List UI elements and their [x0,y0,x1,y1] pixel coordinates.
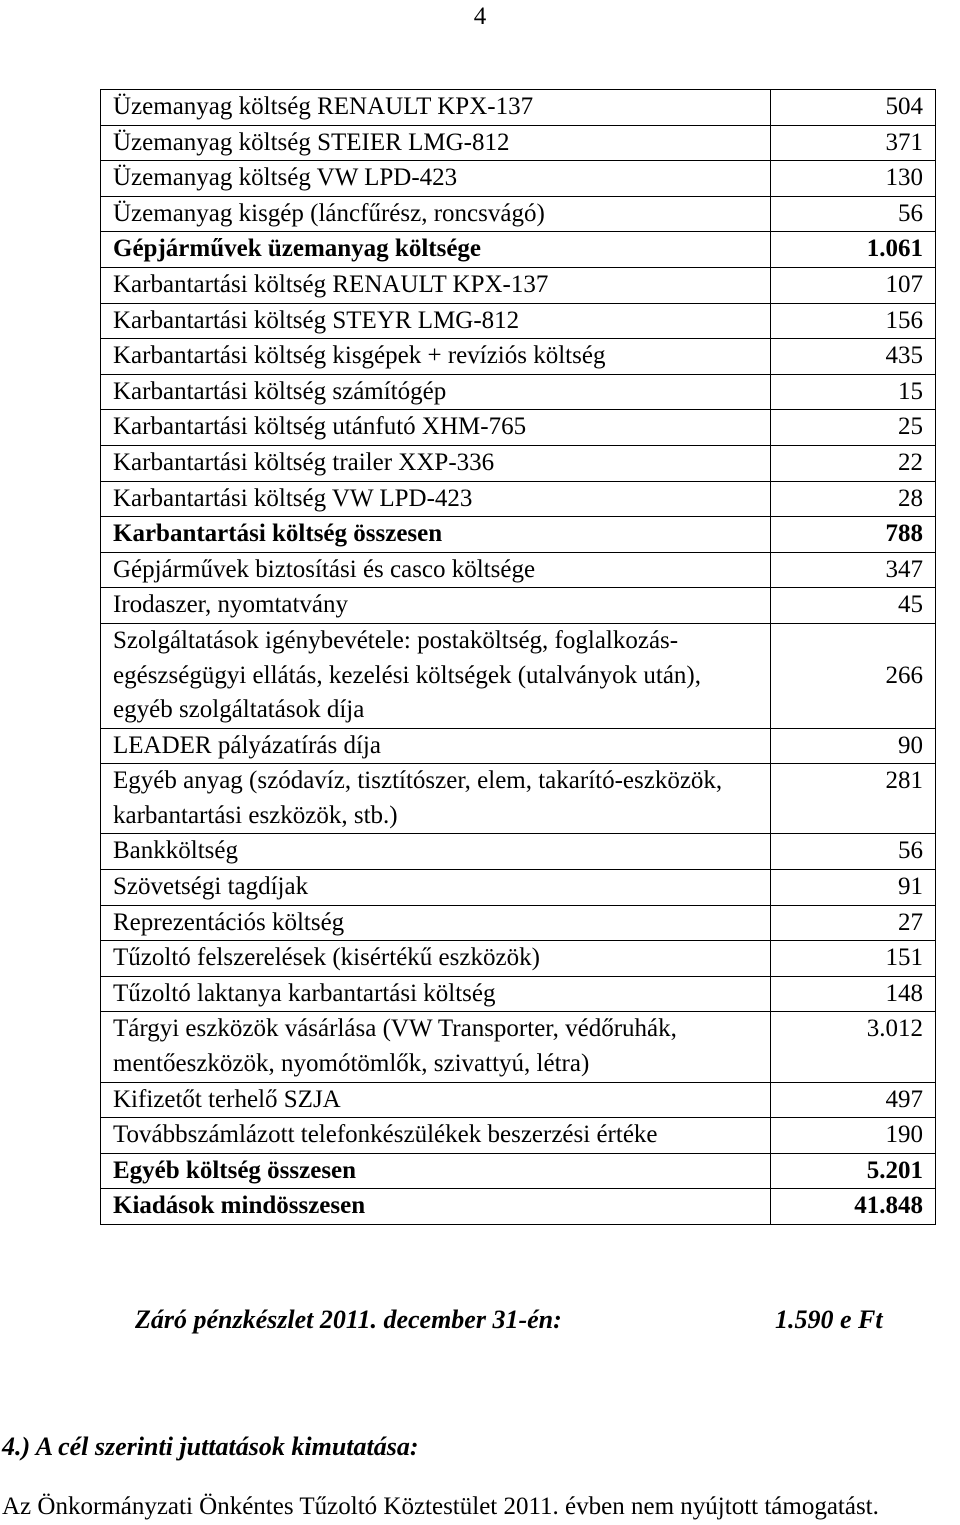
footer-text: Az Önkormányzati Önkéntes Tűzoltó Köztestület 2011. évben nem nyújtott támogatást. [2,1493,879,1520]
row-value: 497 [771,1082,936,1118]
row-value: 347 [771,552,936,588]
table-row [101,339,936,375]
table-row [101,374,936,410]
table-row [101,161,936,197]
row-value: 1.061 [771,232,936,268]
table-row [101,588,936,624]
row-label: Üzemanyag költség RENAULT KPX-137 [101,90,771,126]
row-value: 27 [771,905,936,941]
table-row [101,764,936,834]
closing-balance-label: Záró pénzkészlet 2011. december 31-én: [135,1305,562,1334]
row-label: Reprezentációs költség [101,905,771,941]
row-label: Tűzoltó felszerelések (kisértékű eszközök) [101,941,771,977]
table-row [101,870,936,906]
row-value: 148 [771,976,936,1012]
table-row [101,445,936,481]
row-value: 5.201 [771,1153,936,1189]
table-row [101,976,936,1012]
row-value: 156 [771,303,936,339]
row-label: Karbantartási költség utánfutó XHM-765 [101,410,771,446]
row-label: Karbantartási költség kisgépek + revíziós költség [101,339,771,375]
row-label: Kifizetőt terhelő SZJA [101,1082,771,1118]
page-number: 4 [473,3,487,30]
row-value: 266 [771,623,936,728]
row-value: 25 [771,410,936,446]
row-value: 504 [771,90,936,126]
row-label: Irodaszer, nyomtatvány [101,588,771,624]
row-value: 56 [771,834,936,870]
row-label: Üzemanyag költség STEIER LMG-812 [101,125,771,161]
row-value: 90 [771,728,936,764]
table-row [101,623,936,728]
table-row [101,303,936,339]
table-row [101,410,936,446]
section-heading: 4.) A cél szerinti juttatások kimutatása: [2,1432,419,1461]
row-label: Üzemanyag költség VW LPD-423 [101,161,771,197]
row-value: 22 [771,445,936,481]
row-label: Bankköltség [101,834,771,870]
table-row [101,1153,936,1189]
expense-table-body [101,90,936,1225]
closing-balance-amount: 1.590 e Ft [775,1305,883,1334]
table-row [101,1189,936,1225]
row-value: 435 [771,339,936,375]
table-row [101,267,936,303]
table-row [101,1082,936,1118]
table-row [101,1118,936,1154]
row-value: 130 [771,161,936,197]
row-label: Egyéb költség összesen [101,1153,771,1189]
row-value: 28 [771,481,936,517]
row-label: Egyéb anyag (szódavíz, tisztítószer, elem, takarító-eszközök, karbantartási eszközök, stb.) [101,764,771,834]
row-value: 190 [771,1118,936,1154]
row-label: Karbantartási költség trailer XXP-336 [101,445,771,481]
row-value: 151 [771,941,936,977]
row-label: Szolgáltatások igénybevétele: postaköltség, foglalkozás-egészségügyi ellátás, kezelési költségek (utalványok után), egyéb szolgáltatások díja [101,623,771,728]
table-row [101,481,936,517]
row-label: Szövetségi tagdíjak [101,870,771,906]
row-value: 3.012 [771,1012,936,1082]
row-label: Gépjárművek biztosítási és casco költsége [101,552,771,588]
table-row [101,1012,936,1082]
row-label: Kiadások mindösszesen [101,1189,771,1225]
table-row [101,90,936,126]
row-label: Tűzoltó laktanya karbantartási költség [101,976,771,1012]
row-label: Üzemanyag kisgép (láncfűrész, roncsvágó) [101,196,771,232]
table-row [101,905,936,941]
table-row [101,728,936,764]
row-value: 107 [771,267,936,303]
row-label: Karbantartási költség STEYR LMG-812 [101,303,771,339]
row-label: Karbantartási költség összesen [101,517,771,553]
row-value: 371 [771,125,936,161]
row-label: Karbantartási költség számítógép [101,374,771,410]
row-value: 41.848 [771,1189,936,1225]
row-label: Karbantartási költség VW LPD-423 [101,481,771,517]
row-value: 91 [771,870,936,906]
row-label: Tárgyi eszközök vásárlása (VW Transporter, védőruhák, mentőeszközök, nyomótömlők, szivattyú, létra) [101,1012,771,1082]
table-row [101,125,936,161]
row-value: 56 [771,196,936,232]
row-value: 45 [771,588,936,624]
expense-table [100,89,936,1225]
table-row [101,941,936,977]
row-value: 281 [771,764,936,834]
table-row [101,196,936,232]
table-row [101,552,936,588]
row-label: LEADER pályázatírás díja [101,728,771,764]
row-label: Karbantartási költség RENAULT KPX-137 [101,267,771,303]
table-row [101,517,936,553]
table-row [101,834,936,870]
row-label: Továbbszámlázott telefonkészülékek beszerzési értéke [101,1118,771,1154]
table-row [101,232,936,268]
row-value: 788 [771,517,936,553]
row-label: Gépjárművek üzemanyag költsége [101,232,771,268]
row-value: 15 [771,374,936,410]
